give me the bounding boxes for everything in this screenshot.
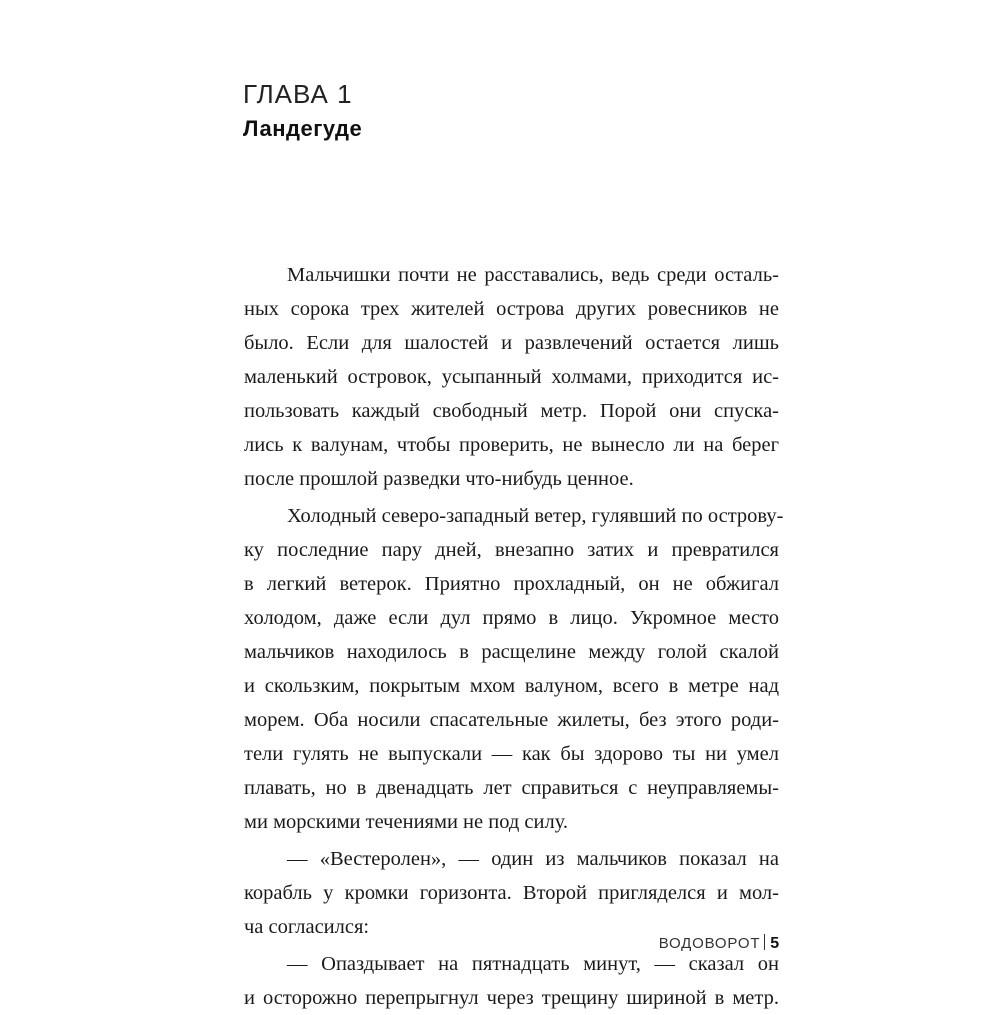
text-line: тели гулять не выпускали — как бы здорово ты ни умел	[244, 743, 779, 765]
text-line: корабль у кромки горизонта. Второй пригляделся и мол-	[244, 882, 779, 904]
text-line: — Опаздывает на пятнадцать минут, — сказал он	[287, 953, 779, 975]
page-number: 5	[770, 935, 780, 952]
text-line: ку последние пару дней, внезапно затих и превратился	[244, 539, 779, 561]
text-line: плавать, но в двенадцать лет справиться с неуправляемы-	[244, 777, 779, 799]
body-text	[244, 258, 784, 1015]
text-line: было. Если для шалостей и развлечений остается лишь	[244, 332, 779, 354]
text-line: маленький островок, усыпанный холмами, приходится ис-	[244, 366, 779, 388]
chapter-number: ГЛАВА 1	[243, 79, 353, 109]
text-line: Мальчишки почти не расставались, ведь среди осталь-	[287, 264, 779, 286]
text-line: и осторожно перепрыгнул через трещину шириной в метр.	[244, 987, 779, 1009]
text-line: мальчиков находилось в расщелине между голой скалой	[244, 641, 779, 663]
text-line: ных сорока трех жителей острова других ровесников не	[244, 298, 779, 320]
text-line: лись к валунам, чтобы проверить, не вынесло ли на берег	[244, 434, 779, 456]
text-line: ча согласился:	[244, 916, 370, 938]
text-line: в легкий ветерок. Приятно прохладный, он не обжигал	[244, 573, 779, 595]
running-title: ВОДОВОРОТ	[658, 935, 761, 952]
text-line: после прошлой разведки что-нибудь ценное.	[244, 468, 634, 490]
text-line: — «Вестеролен», — один из мальчиков показал на	[287, 848, 779, 870]
page-footer	[659, 934, 780, 954]
footer-separator	[764, 934, 765, 950]
text-line: пользовать каждый свободный метр. Порой они спуска-	[244, 400, 779, 422]
text-line: и скользким, покрытым мхом валуном, всего в метре над	[244, 675, 779, 697]
text-line: ми морскими течениями не под силу.	[244, 811, 569, 833]
chapter-title: Ландегуде	[243, 116, 363, 141]
text-line: Холодный северо-западный ветер, гулявший по острову-	[287, 505, 784, 527]
text-line: морем. Оба носили спасательные жилеты, без этого роди-	[244, 709, 779, 731]
text-line: холодом, даже если дул прямо в лицо. Укромное место	[244, 607, 779, 629]
